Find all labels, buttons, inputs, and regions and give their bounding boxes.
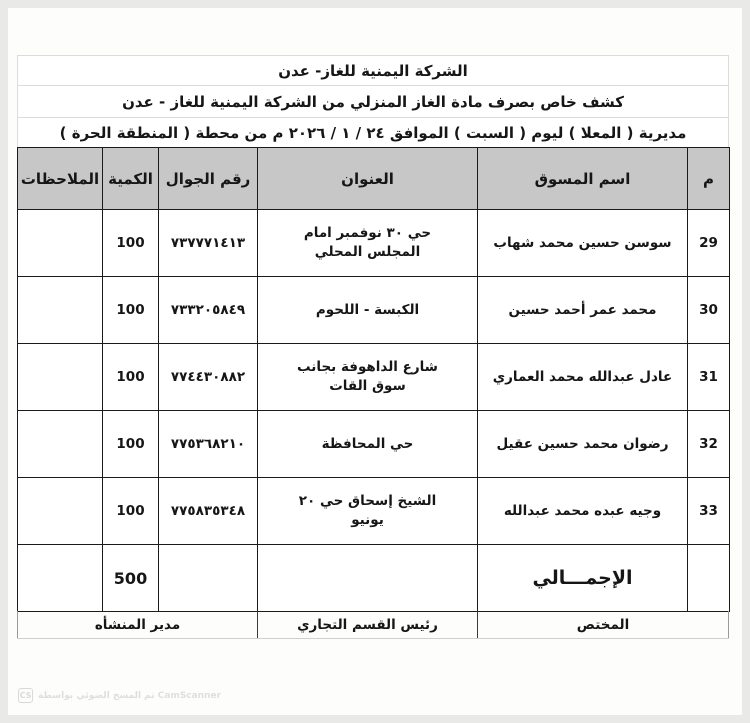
cell-notes [18,344,103,411]
camscanner-watermark-text: تم المسح الضوئي بواسطة CamScanner [38,690,222,701]
cell-quantity: 100 [103,277,159,344]
total-index-cell [688,545,730,612]
cell-phone: ٧٣٧٧٧١٤١٣ [159,210,258,277]
cell-index: 31 [688,344,730,411]
cell-phone: ٧٧٤٤٣٠٨٨٢ [159,344,258,411]
table-row [18,210,730,277]
cell-address: حي ٣٠ نوفمبر امام المجلس المحلي [258,210,478,277]
cell-quantity: 100 [103,210,159,277]
signature-facility-manager: مدير المنشأه [17,611,257,638]
total-notes-cell [18,545,103,612]
ledger-table [17,147,730,612]
col-header-phone: رقم الجوال [159,148,258,210]
total-row [18,545,730,612]
title-block [17,55,729,149]
cell-name: سوسن حسين محمد شهاب [478,210,688,277]
col-header-quantity: الكمية [103,148,159,210]
cell-name: وجيه عبده محمد عبدالله [478,478,688,545]
table-row [18,411,730,478]
cell-quantity: 100 [103,478,159,545]
col-header-index: م [688,148,730,210]
signature-row [17,611,729,639]
col-header-notes: الملاحظات [18,148,103,210]
camscanner-logo-icon: CS [18,688,33,703]
cell-notes [18,411,103,478]
cell-name: رضوان محمد حسين عقيل [478,411,688,478]
col-header-address: العنوان [258,148,478,210]
table-row [18,277,730,344]
cell-quantity: 100 [103,411,159,478]
cell-name: محمد عمر أحمد حسين [478,277,688,344]
cell-notes [18,478,103,545]
camscanner-watermark [18,688,221,703]
signature-specialist: المختص [477,611,729,638]
cell-notes [18,277,103,344]
total-phone-cell [159,545,258,612]
cell-quantity: 100 [103,344,159,411]
cell-name: عادل عبدالله محمد العماري [478,344,688,411]
cell-notes [18,210,103,277]
cell-index: 33 [688,478,730,545]
title-company: الشركة اليمنية للغاز- عدن [18,56,728,86]
table-row [18,478,730,545]
signature-commercial-head: رئيس القسم التجاري [257,611,477,638]
document-page [8,8,742,715]
cell-phone: ٧٧٥٨٣٥٣٤٨ [159,478,258,545]
cell-address: حي المحافظة [258,411,478,478]
cell-address: الكبسة - اللحوم [258,277,478,344]
total-label: الإجمـــالي [478,545,688,612]
col-header-name: اسم المسوق [478,148,688,210]
cell-address: الشيخ إسحاق حي ٢٠ يونيو [258,478,478,545]
cell-phone: ٧٣٣٢٠٥٨٤٩ [159,277,258,344]
total-address-cell [258,545,478,612]
header-row [18,148,730,210]
cell-phone: ٧٧٥٣٦٨٢١٠ [159,411,258,478]
title-subject: كشف خاص بصرف مادة الغاز المنزلي من الشركة اليمنية للغاز - عدن [18,86,728,118]
title-details: مديرية ( المعلا ) ليوم ( السبت ) الموافق ٢٤ / ١ / ٢٠٢٦ م من محطة ( المنطقة الحرة ) [18,118,728,148]
cell-index: 29 [688,210,730,277]
cell-index: 30 [688,277,730,344]
cell-index: 32 [688,411,730,478]
total-quantity: 500 [103,545,159,612]
cell-address: شارع الداهوفة بجانب سوق القات [258,344,478,411]
table-row [18,344,730,411]
